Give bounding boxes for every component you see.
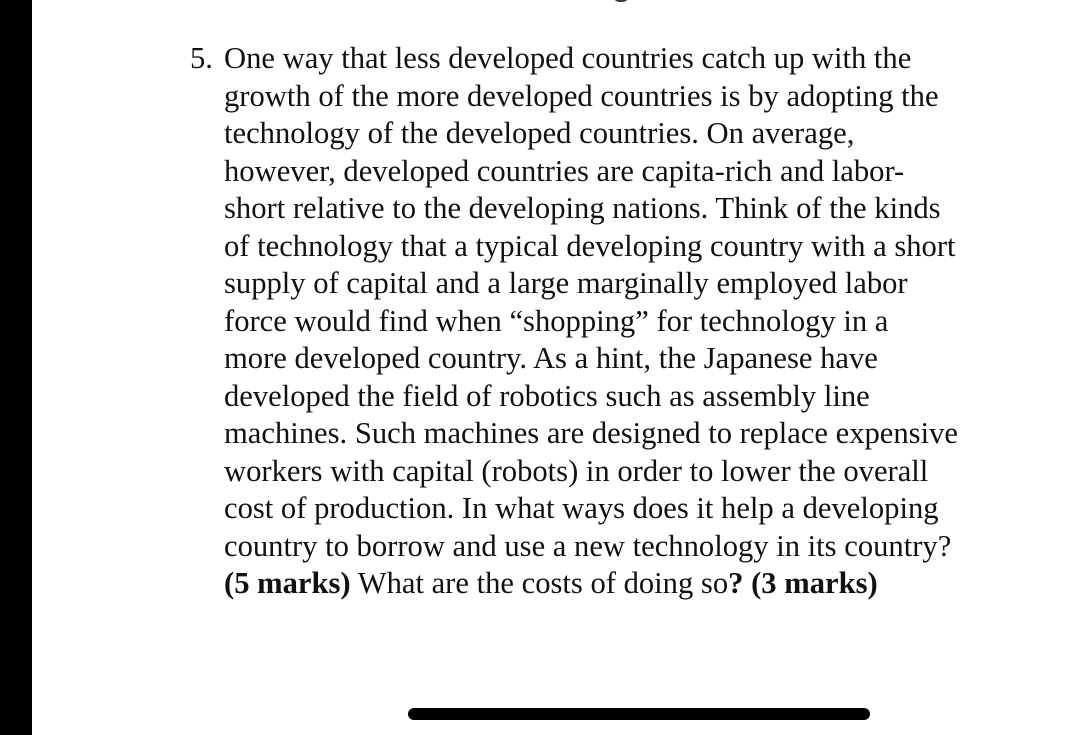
question-line: cost of production. In what ways does it help a developing xyxy=(224,491,939,525)
question-final-line xyxy=(224,565,1020,603)
question-line: force would find when “shopping” for technology in a xyxy=(224,303,889,338)
question-line: machines. Such machines are designed to replace expensive xyxy=(224,416,958,450)
question-line: developed the field of robotics such as assembly line xyxy=(224,378,870,413)
question-line: growth of the more developed countries is by adopting the xyxy=(224,78,939,113)
question-line: supply of capital and a large marginally employed labor xyxy=(224,266,908,300)
costs-question-text: What are the costs of doing so xyxy=(350,566,729,600)
question-line: workers with capital (robots) in order to lower the overall xyxy=(224,453,929,488)
home-indicator-bar[interactable] xyxy=(408,708,870,720)
left-edge-bar xyxy=(0,0,32,735)
question-number: 5. xyxy=(190,41,213,75)
top-cropped-fragment xyxy=(612,0,630,2)
question-line: One way that less developed countries catch up with the xyxy=(224,41,912,75)
question-line: more developed country. As a hint, the Japanese have xyxy=(224,341,878,375)
question-line: of technology that a typical developing country with a short xyxy=(224,228,956,263)
question-line: short relative to the developing nations. Think of the kinds xyxy=(224,191,941,225)
question-body xyxy=(224,40,1020,603)
question-line: however, developed countries are capita-rich and labor- xyxy=(224,153,905,188)
question-5 xyxy=(190,40,1020,603)
question-line: country to borrow and use a new technology in its country? xyxy=(224,528,952,563)
marks-label-5: (5 marks) xyxy=(224,566,351,600)
question-line: technology of the developed countries. On average, xyxy=(224,116,855,150)
marks-label-3: ? (3 marks) xyxy=(728,566,878,600)
